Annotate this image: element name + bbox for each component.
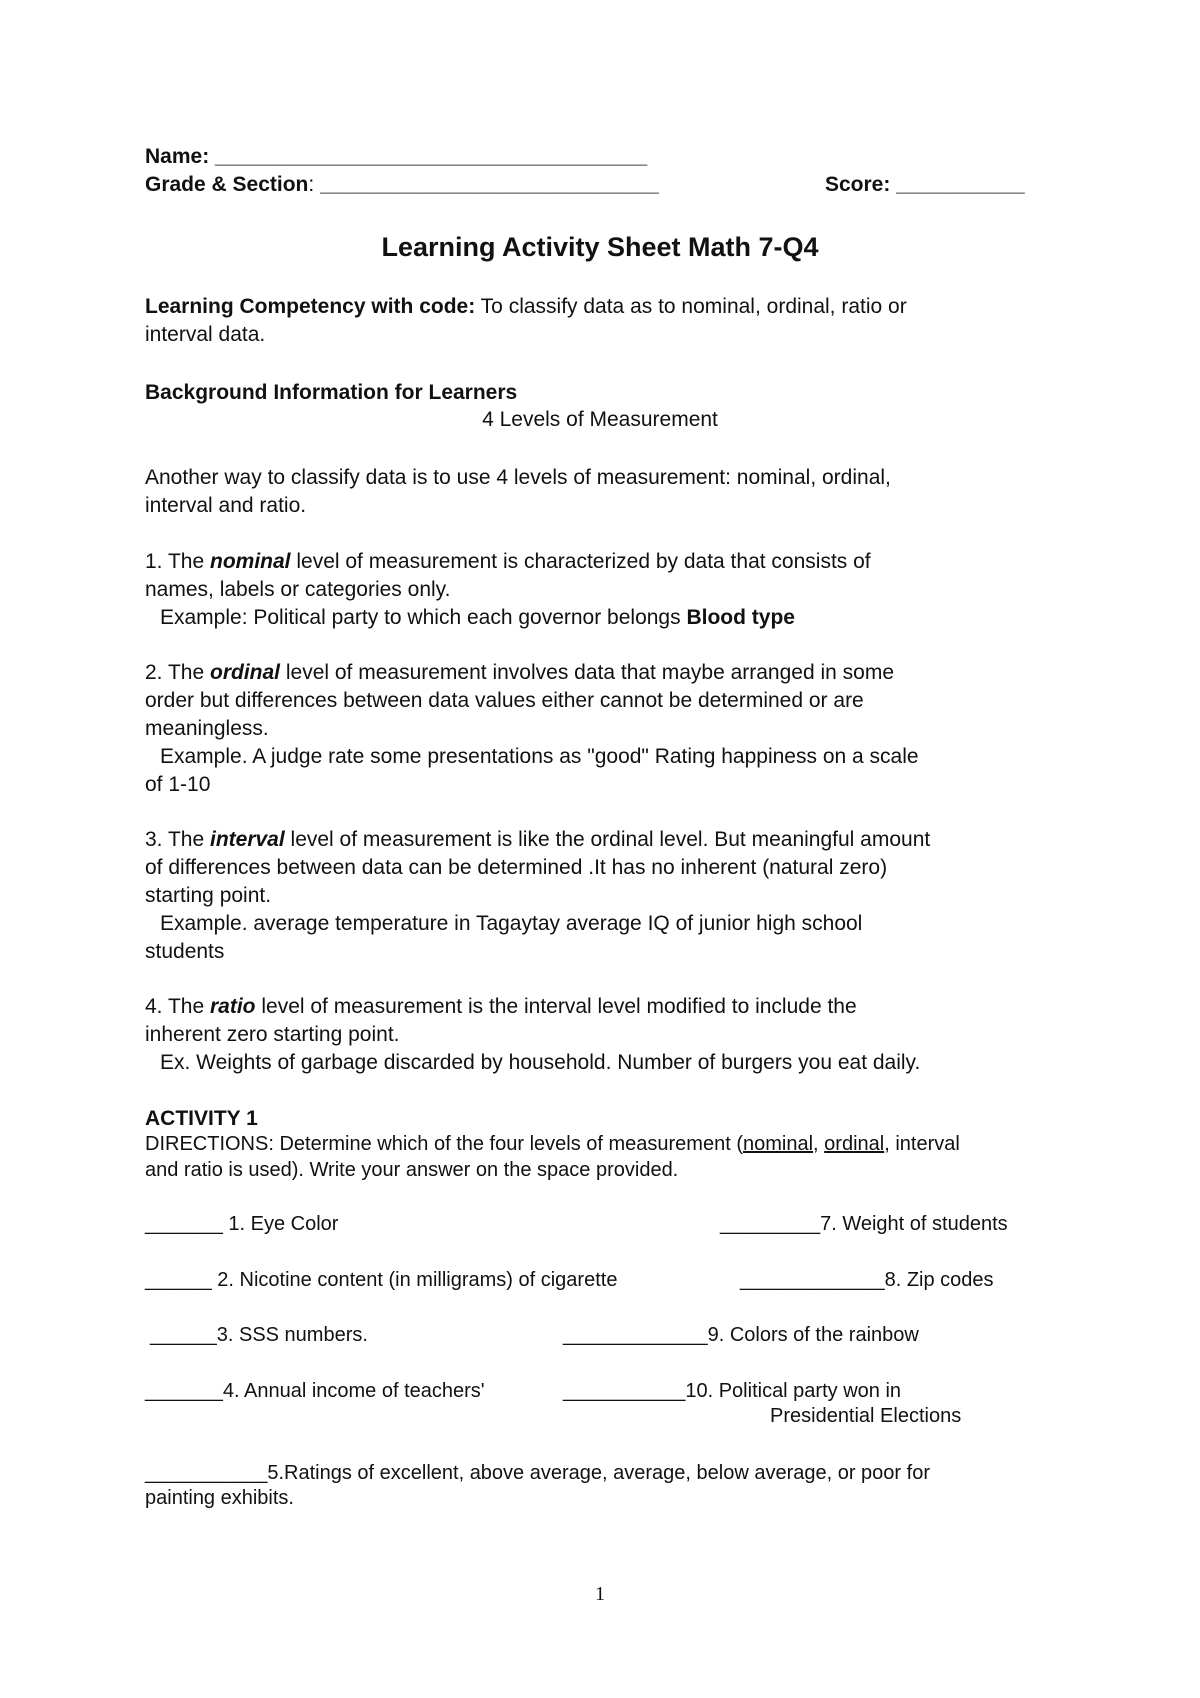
page-title: Learning Activity Sheet Math 7-Q4: [381, 232, 819, 262]
item-10[interactable]: ___________10. Political party won in: [563, 1380, 902, 1402]
ordinal-line-2: order but differences between data values either cannot be determined or are: [145, 689, 864, 712]
page-number: 1: [595, 1583, 605, 1605]
competency-label: Learning Competency with code:: [145, 295, 476, 318]
item-5[interactable]: ___________5.Ratings of excellent, above average, average, below average, or poor for: [145, 1462, 930, 1484]
interval-line-3: starting point.: [145, 884, 272, 907]
score-label: Score:: [825, 173, 891, 196]
activity-heading: ACTIVITY 1: [145, 1107, 258, 1130]
score-blank[interactable]: ___________: [890, 173, 1025, 196]
item-8[interactable]: _____________8. Zip codes: [740, 1269, 994, 1291]
ratio-term: ratio: [210, 995, 256, 1018]
nominal-example: Example: Political party to which each governor belongs Blood type: [160, 606, 795, 629]
levels-subheading: 4 Levels of Measurement: [482, 408, 718, 431]
competency-line-1: [145, 293, 907, 321]
ordinal-example: Example. A judge rate some presentations as "good" Rating happiness on a scale: [160, 745, 919, 768]
competency-text-1: To classify data as to nominal, ordinal, ratio or: [475, 295, 907, 318]
nominal-term: nominal: [210, 550, 291, 573]
ratio-line-2: inherent zero starting point.: [145, 1023, 400, 1046]
interval-line-1: 3. The interval level of measurement is like the ordinal level. But meaningful amount: [145, 828, 931, 851]
ordinal-line-3: meaningless.: [145, 717, 269, 740]
score-row: [825, 171, 1025, 199]
name-row: [145, 143, 647, 171]
ratio-example: Ex. Weights of garbage discarded by household. Number of burgers you eat daily.: [160, 1051, 921, 1074]
grade-section-blank[interactable]: _____________________________: [314, 173, 659, 196]
interval-example: Example. average temperature in Tagaytay average IQ of junior high school: [160, 912, 863, 935]
item-1[interactable]: _______ 1. Eye Color: [145, 1213, 339, 1235]
interval-term: interval: [210, 828, 285, 851]
item-5-continued: painting exhibits.: [145, 1487, 294, 1509]
item-2[interactable]: ______ 2. Nicotine content (in milligrams) of cigarette: [145, 1269, 618, 1291]
background-heading: Background Information for Learners: [145, 381, 518, 404]
ratio-line-1: 4. The ratio level of measurement is the interval level modified to include the: [145, 995, 857, 1018]
interval-line-2: of differences between data can be determined .It has no inherent (natural zero): [145, 856, 888, 879]
activity-directions-2: and ratio is used). Write your answer on the space provided.: [145, 1159, 679, 1181]
nominal-line-2: names, labels or categories only.: [145, 578, 451, 601]
ordinal-example-2: of 1-10: [145, 773, 211, 796]
grade-section-colon: :: [308, 173, 315, 196]
name-blank[interactable]: _____________________________________: [215, 145, 648, 168]
interval-example-2: students: [145, 940, 225, 963]
activity-directions-1: DIRECTIONS: Determine which of the four levels of measurement (nominal, ordinal, interval: [145, 1133, 960, 1155]
ordinal-line-1: 2. The ordinal level of measurement involves data that maybe arranged in some: [145, 661, 895, 684]
name-label: Name:: [145, 145, 210, 168]
grade-section-row: [145, 171, 659, 199]
intro-line-1: Another way to classify data is to use 4 levels of measurement: nominal, ordinal,: [145, 466, 891, 489]
ordinal-term: ordinal: [210, 661, 281, 684]
item-7[interactable]: _________7. Weight of students: [720, 1213, 1008, 1235]
competency-line-2: interval data.: [145, 323, 266, 346]
item-4[interactable]: _______4. Annual income of teachers': [145, 1380, 485, 1402]
nominal-line-1: 1. The nominal level of measurement is characterized by data that consists of: [145, 550, 871, 573]
item-3[interactable]: ______3. SSS numbers.: [150, 1324, 368, 1346]
item-9[interactable]: _____________9. Colors of the rainbow: [563, 1324, 919, 1346]
intro-line-2: interval and ratio.: [145, 494, 307, 517]
item-10-continued: Presidential Elections: [770, 1405, 962, 1427]
grade-section-label: Grade & Section: [145, 173, 309, 196]
